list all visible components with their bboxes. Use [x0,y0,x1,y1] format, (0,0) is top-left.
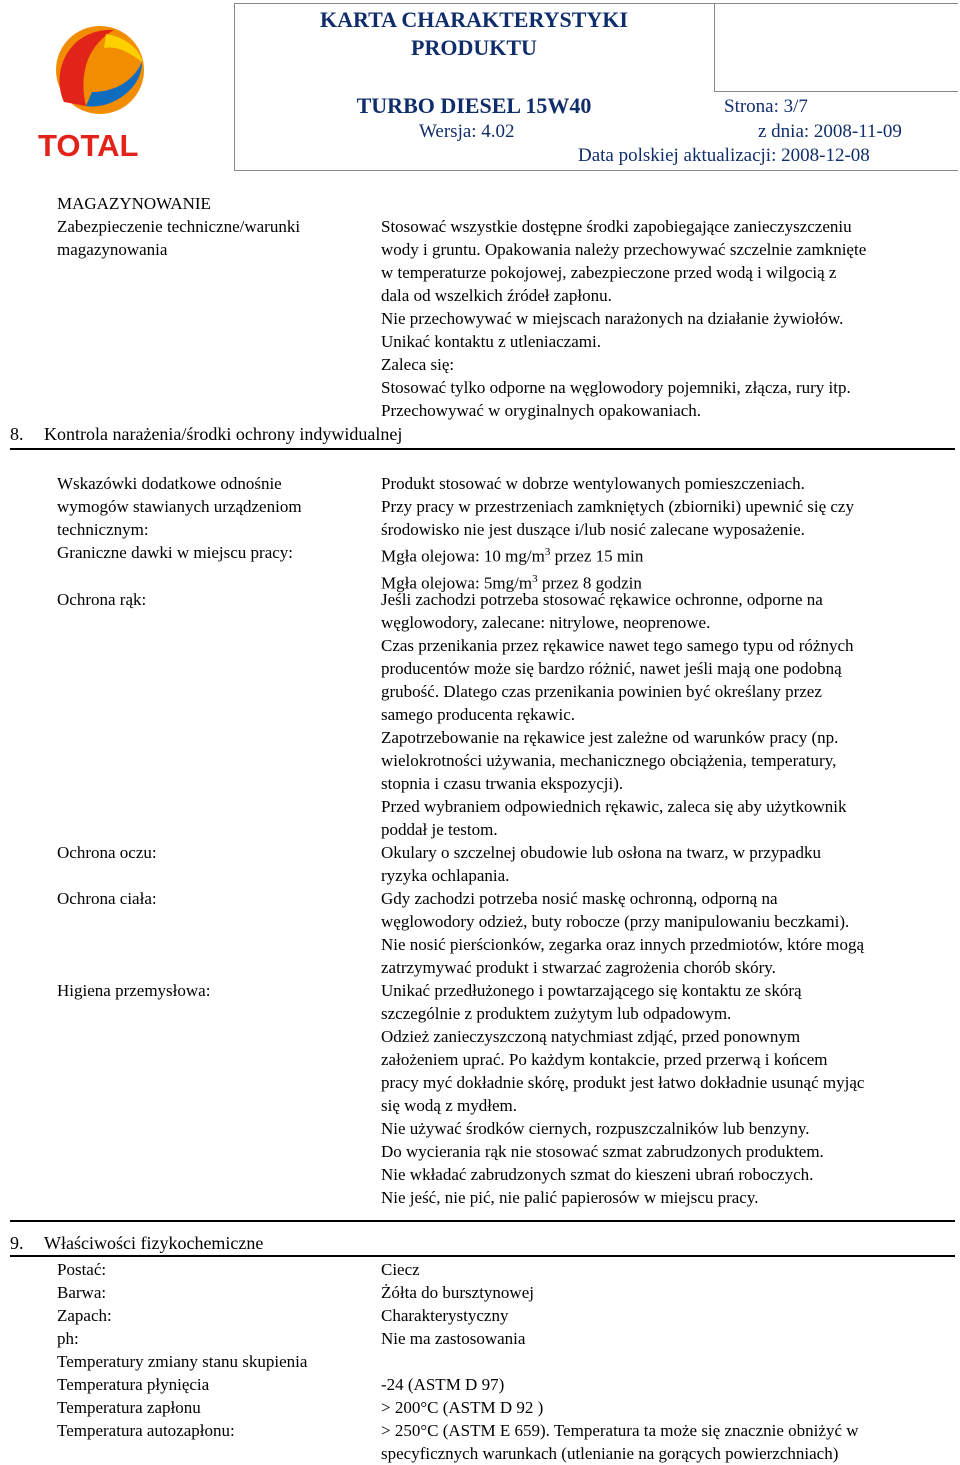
text-line: Stosować tylko odporne na węglowodory pojemniki, złącza, rury itp. [381,378,851,397]
text-line: Gdy zachodzi potrzeba nosić maskę ochronną, odporną na [381,889,778,908]
header-divider [714,91,958,92]
tech-text [381,472,854,541]
property-value [381,1350,859,1373]
properties-values [381,1258,859,1465]
section-rule [10,448,955,450]
text-line: Okulary o szczelnej obudowie lub osłona na twarz, w przypadku [381,843,821,862]
storage-heading: MAGAZYNOWANIE [57,194,211,213]
text-line: węglowodory, zalecane: nitrylowe, neoprenowe. [381,613,711,632]
text-line: poddał je testom. [381,820,498,839]
total-logo-icon [30,10,160,170]
text-line: Czas przenikania przez rękawice nawet tego samego typu od różnych [381,636,854,655]
document-title [234,6,714,62]
text-line: Zaleca się: [381,355,455,374]
section-heading [10,423,402,446]
property-value: Charakterystyczny [381,1306,509,1325]
eyes-text [381,841,821,887]
limit-duration: przez 8 godzin [537,573,642,593]
hands-text [381,588,854,841]
text-line: pracy myć dokładnie skórę, produkt jest łatwo dokładnie usunąć myjąc [381,1073,865,1092]
body-text [381,887,864,979]
text-line: środowisko nie jest duszące i/lub nosić zalecane wyposażenie. [381,520,805,539]
limit-value: Mgła olejowa: 5mg/m [381,573,533,593]
property-label: ph: [57,1329,79,1348]
label-line: magazynowania [57,240,168,259]
text-line: grubość. Dlatego czas przenikania powinien być określany przez [381,682,822,701]
text-line: ryzyka ochlapania. [381,866,510,885]
limit-duration: przez 15 min [550,546,644,566]
text-line: Nie używać środków ciernych, rozpuszczalników lub benzyny. [381,1119,810,1138]
text-line: węglowodory odzież, buty robocze (przy manipulowaniu beczkami). [381,912,850,931]
text-line: Przed wybraniem odpowiednich rękawic, zaleca się aby użytkownik [381,797,847,816]
pl-update-date: Data polskiej aktualizacji: 2008-12-08 [578,145,870,166]
property-value: > 250°C (ASTM E 659). Temperatura ta może się znacznie obniżyć w [381,1421,859,1440]
text-line: wody i gruntu. Opakowania należy przechowywać szczelnie zamknięte [381,240,867,259]
property-label: Postać: [57,1260,107,1279]
text-line: Zapotrzebowanie na rękawice jest zależne od warunków pracy (np. [381,728,839,747]
text-line: Produkt stosować w dobrze wentylowanych pomieszczeniach. [381,474,805,493]
text-line: Nie przechowywać w miejscach narażonych na działanie żywiołów. [381,309,844,328]
title-line: KARTA CHARAKTERYSTYKI [320,7,628,32]
property-value: > 200°C (ASTM D 92 ) [381,1398,544,1417]
text-line: wielokrotności używania, mechanicznego obciążenia, temperatury, [381,751,837,770]
superscript: 3 [532,572,538,585]
property-label: Temperatura zapłonu [57,1398,201,1417]
properties-labels [57,1258,307,1442]
section-number: 9. [10,1233,24,1253]
text-line: szczególnie z produktem zużytym lub odpadowym. [381,1004,732,1023]
property-label: Barwa: [57,1283,107,1302]
text-line: Unikać przedłużonego i powtarzającego się kontaktu ze skórą [381,981,802,1000]
property-label: Zapach: [57,1306,112,1325]
company-logo [30,10,160,170]
property-value: Nie ma zastosowania [381,1329,526,1348]
text-line: Unikać kontaktu z utleniaczami. [381,332,601,351]
text-line: producentów może się bardzo różnić, nawet jeśli mają one podobną [381,659,842,678]
limit-line [381,541,643,568]
eyes-label: Ochrona oczu: [57,843,157,862]
section-rule [10,1255,955,1257]
property-value: -24 (ASTM D 97) [381,1375,505,1394]
limits-label: Graniczne dawki w miejscu pracy: [57,543,294,562]
section-rule [10,1220,955,1222]
text-line: zatrzymywać produkt i stwarzać zagrożenia chorób skóry. [381,958,776,977]
section-number: 8. [10,424,24,444]
property-label: Temperatury zmiany stanu skupienia [57,1352,308,1371]
text-line: Nie wkładać zabrudzonych szmat do kieszeni ubrań roboczych. [381,1165,814,1184]
text-line: stopnia i czasu trwania ekspozycji). [381,774,624,793]
label-line: Zabezpieczenie techniczne/warunki [57,217,301,236]
header-divider [714,3,715,91]
property-value: Żółta do bursztynowej [381,1283,534,1302]
issue-date: z dnia: 2008-11-09 [758,121,902,142]
property-label: Temperatura autozapłonu: [57,1421,235,1440]
version: Wersja: 4.02 [419,121,515,142]
text-line: Nie nosić pierścionków, zegarka oraz innych przedmiotów, które mogą [381,935,865,954]
section-heading [10,1232,263,1255]
title-line: PRODUKTU [411,35,537,60]
property-value: Ciecz [381,1260,420,1279]
text-line: założeniem uprać. Po każdym kontakcie, przed przerwą i końcem [381,1050,828,1069]
superscript: 3 [544,546,551,558]
label-line: technicznym: [57,520,149,539]
body-label: Ochrona ciała: [57,889,157,908]
section-title: Kontrola narażenia/środki ochrony indywidualnej [44,424,403,444]
hygiene-text [381,979,864,1209]
page-number: Strona: 3/7 [724,96,808,117]
property-value-continued: specyficznych warunkach (utlenianie na gorących powierzchniach) [381,1444,839,1463]
text-line: Stosować wszystkie dostępne środki zapobiegające zanieczyszczeniu [381,217,852,236]
label-line: wymogów stawianych urządzeniom [57,497,302,516]
text-line: Jeśli zachodzi potrzeba stosować rękawice ochronne, odporne na [381,590,823,609]
tech-label [57,472,302,541]
storage-text [381,215,866,422]
section-title: Właściwości fizykochemiczne [44,1233,264,1253]
product-name: TURBO DIESEL 15W40 [356,93,592,118]
text-line: w temperaturze pokojowej, zabezpieczone przed wodą i wilgocią z [381,263,837,282]
property-label: Temperatura płynięcia [57,1375,210,1394]
text-line: Nie jeść, nie pić, nie palić papierosów w miejscu pracy. [381,1188,759,1207]
storage-label [57,215,300,261]
text-line: Przy pracy w przestrzeniach zamkniętych (zbiorniki) upewnić się czy [381,497,854,516]
limits-text [381,541,643,594]
text-line: Do wycierania rąk nie stosować szmat zabrudzonych produktem. [381,1142,824,1161]
label-line: Wskazówki dodatkowe odnośnie [57,474,282,493]
text-line: Przechowywać w oryginalnych opakowaniach. [381,401,702,420]
hands-label: Ochrona rąk: [57,590,147,609]
text-line: się wodą z mydłem. [381,1096,517,1115]
text-line: dala od wszelkich źródeł zapłonu. [381,286,612,305]
text-line: Odzież zanieczyszczoną natychmiast zdjąć, przed ponownym [381,1027,801,1046]
limit-value: Mgła olejowa: 10 mg/m [381,546,545,566]
hygiene-label: Higiena przemysłowa: [57,981,211,1000]
text-line: samego producenta rękawic. [381,705,575,724]
svg-text:TOTAL: TOTAL [38,128,139,163]
